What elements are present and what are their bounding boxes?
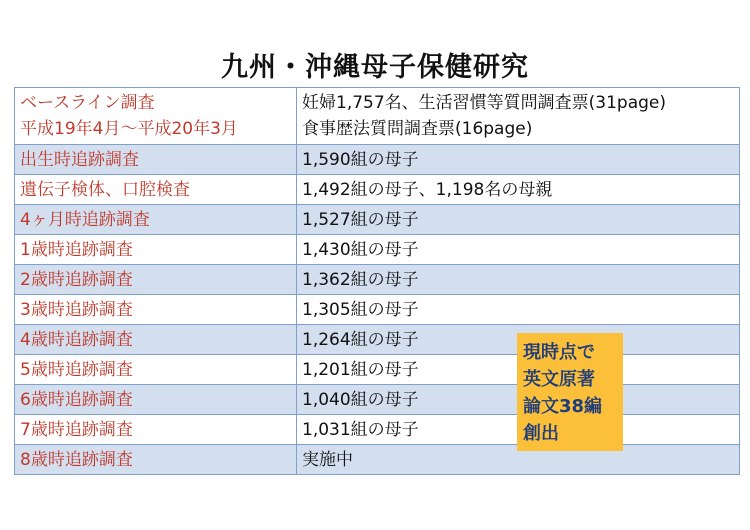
table-row [15,175,740,205]
row-label: 8歳時追跡調査 [15,445,297,475]
table-row [15,295,740,325]
row-value: 1,430組の母子 [297,235,740,265]
row-value: 1,362組の母子 [297,265,740,295]
baseline-period: 平成19年4月〜平成20年3月 [20,119,238,139]
baseline-label-cell [15,88,297,145]
row-label: 1歳時追跡調査 [15,235,297,265]
row-label: 5歳時追跡調査 [15,355,297,385]
table-row [15,355,740,385]
table-row [15,415,740,445]
row-label: 6歳時追跡調査 [15,385,297,415]
table-row [15,265,740,295]
row-label: 2歳時追跡調査 [15,265,297,295]
row-value: 1,590組の母子 [297,145,740,175]
baseline-value-2: 食事歴法質問調査票(16page) [302,119,533,139]
row-label: 4ヶ月時追跡調査 [15,205,297,235]
table-row [15,325,740,355]
row-label: 出生時追跡調査 [15,145,297,175]
row-value: 1,305組の母子 [297,295,740,325]
callout-line: 現時点で [523,342,595,363]
row-value: 1,527組の母子 [297,205,740,235]
table-row-baseline [15,88,740,145]
row-value: 1,031組の母子 [297,415,740,445]
row-value: 1,492組の母子、1,198名の母親 [297,175,740,205]
callout-line: 論文38編 [523,396,603,417]
publications-callout [517,333,623,451]
row-value: 実施中 [297,445,740,475]
baseline-label: ベースライン調査 [20,93,155,113]
table-row [15,445,740,475]
callout-line: 英文原著 [523,369,595,390]
study-table [14,87,740,475]
table-row [15,205,740,235]
row-value: 1,264組の母子 [297,325,740,355]
table-row [15,385,740,415]
callout-line: 創出 [523,423,559,444]
row-label: 3歳時追跡調査 [15,295,297,325]
page-title: 九州・沖縄母子保健研究 [221,52,529,83]
row-label: 遺伝子検体、口腔検査 [15,175,297,205]
row-value: 1,040組の母子 [297,385,740,415]
row-label: 4歳時追跡調査 [15,325,297,355]
table-row [15,145,740,175]
baseline-value-cell [297,88,740,145]
row-label: 7歳時追跡調査 [15,415,297,445]
table-row [15,235,740,265]
row-value: 1,201組の母子 [297,355,740,385]
baseline-value-1: 妊婦1,757名、生活習慣等質問調査票(31page) [302,93,667,113]
